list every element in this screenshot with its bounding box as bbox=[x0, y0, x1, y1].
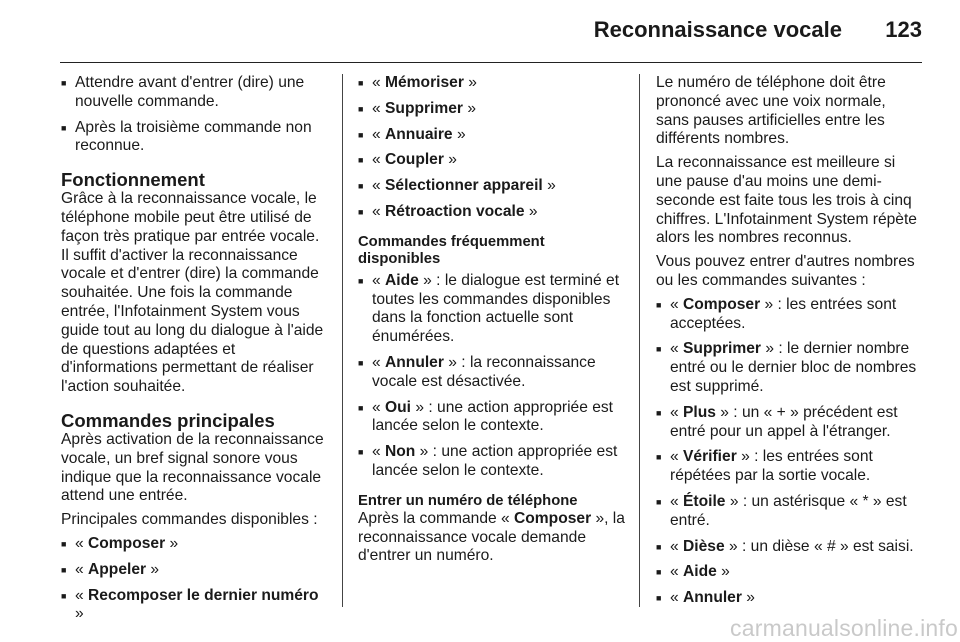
command-name: Supprimer bbox=[683, 340, 761, 358]
paragraph: La reconnaissance est meilleure si une pause d'au moins une demi-seconde est faite tous les trois à cinq chiffres. L'Infotainment System répète alors les nombres reconnus. bbox=[656, 154, 917, 247]
column-1 bbox=[61, 74, 330, 631]
list-item: ■ « Annuler » : la reconnaissance vocale est désactivée. bbox=[358, 354, 626, 392]
paragraph: Le numéro de téléphone doit être prononcé avec une voix normale, sans pauses artificielles entre les différents nombres. bbox=[656, 74, 886, 148]
command-description: : un astérisque « * » est entré. bbox=[670, 492, 907, 529]
command-description: : un « + » précédent est entré pour un appel à l'étranger. bbox=[670, 403, 898, 440]
command-description: : les entrées sont répétées par la sortie vocale. bbox=[670, 448, 873, 485]
command-name: Coupler bbox=[385, 151, 444, 169]
column-divider bbox=[639, 74, 640, 607]
list-item: ■ « Composer » : les entrées sont acceptées. bbox=[656, 296, 922, 334]
command-name: Dièse bbox=[683, 537, 725, 555]
subsection-heading: Commandes fréquemment disponibles bbox=[358, 233, 545, 267]
list-item: ■ Après la troisième commande non reconnue. bbox=[61, 119, 330, 157]
command-description: : la reconnaissance vocale est désactivée. bbox=[372, 353, 596, 390]
command-description: : un dièse « # » est saisi. bbox=[737, 537, 914, 555]
command-name: Rétroaction vocale bbox=[385, 202, 525, 220]
page-number: 123 bbox=[885, 17, 922, 42]
command-name: Vérifier bbox=[683, 448, 737, 466]
list-item: ■ « Sélectionner appareil » bbox=[358, 177, 626, 196]
list-item: ■ « Supprimer » : le dernier nombre entré ou le dernier bloc de nombres est supprimé. bbox=[656, 340, 922, 396]
list-item: ■ « Supprimer » bbox=[358, 100, 626, 119]
command-name: Annuaire bbox=[385, 125, 453, 143]
list-item: ■ « Aide » : le dialogue est terminé et toutes les commandes disponibles dans la fonction actuelle sont énumérées. bbox=[358, 272, 626, 347]
list-item: ■ « Plus » : un « + » précédent est entré pour un appel à l'étranger. bbox=[656, 404, 922, 442]
list-item: ■ « Étoile » : un astérisque « * » est entré. bbox=[656, 493, 922, 531]
list-item: ■ « Rétroaction vocale » bbox=[358, 203, 626, 222]
command-description: : une action appropriée est lancée selon le contexte. bbox=[372, 398, 614, 435]
command-name: Non bbox=[385, 443, 416, 461]
list-item: ■ « Vérifier » : les entrées sont répétées par la sortie vocale. bbox=[656, 448, 922, 486]
command-name: Aide bbox=[385, 271, 419, 289]
command-description: : les entrées sont acceptées. bbox=[670, 295, 897, 332]
paragraph: Vous pouvez entrer d'autres nombres ou les commandes suivantes : bbox=[656, 253, 915, 289]
page-header bbox=[60, 0, 922, 63]
column-divider bbox=[342, 74, 343, 607]
column-3 bbox=[656, 74, 922, 615]
list-item: ■ Attendre avant d'entrer (dire) une nouvelle commande. bbox=[61, 74, 330, 112]
command-name: Aide bbox=[683, 563, 717, 581]
command-name: Oui bbox=[385, 398, 412, 416]
command-name: Recomposer le dernier numéro bbox=[88, 586, 319, 604]
paragraph: Principales commandes disponibles : bbox=[61, 511, 318, 529]
command-description: : le dialogue est terminé et toutes les commandes disponibles dans la fonction actuelle sont énumérées. bbox=[372, 271, 620, 346]
paragraph: Après activation de la reconnaissance vocale, un bref signal sonore vous indique que la reconnaissance vocale attend une entrée. bbox=[61, 430, 324, 505]
list-item: ■ « Appeler » bbox=[61, 561, 330, 580]
command-description: : le dernier nombre entré ou le dernier bloc de nombres est supprimé. bbox=[670, 340, 917, 395]
command-name: Mémoriser bbox=[385, 74, 464, 91]
command-name: Annuler bbox=[683, 589, 742, 607]
command-name: Supprimer bbox=[385, 99, 463, 117]
list-item: ■ « Coupler » bbox=[358, 151, 626, 170]
section-heading: Commandes principales bbox=[61, 409, 275, 431]
command-name: Composer bbox=[683, 295, 761, 313]
command-name: Composer bbox=[88, 534, 166, 552]
list-item: ■ « Composer » bbox=[61, 535, 330, 554]
section-heading: Fonctionnement bbox=[61, 169, 205, 191]
subsection-heading: Entrer un numéro de téléphone bbox=[358, 492, 578, 509]
command-name: Plus bbox=[683, 403, 716, 421]
page-title: Reconnaissance vocale bbox=[593, 17, 842, 42]
command-name: Annuler bbox=[385, 353, 444, 371]
list-item: ■ « Annuler » bbox=[656, 589, 922, 608]
command-name: Appeler bbox=[88, 560, 147, 578]
list-item: ■ « Oui » : une action appropriée est lancée selon le contexte. bbox=[358, 399, 626, 437]
paragraph: Après la commande « Composer », la reconnaissance vocale demande d'entrer un numéro. bbox=[358, 509, 625, 565]
column-2 bbox=[358, 74, 626, 571]
list-item: ■ « Non » : une action appropriée est lancée selon le contexte. bbox=[358, 443, 626, 481]
command-name: Composer bbox=[514, 509, 592, 527]
command-description: : une action appropriée est lancée selon le contexte. bbox=[372, 443, 618, 479]
list-item: ■ « Annuaire » bbox=[358, 126, 626, 145]
list-item: ■ « Aide » bbox=[656, 563, 922, 582]
watermark: carmanualsonline.info bbox=[730, 615, 958, 641]
list-item: ■ « Dièse » : un dièse « # » est saisi. bbox=[656, 538, 922, 557]
list-item: ■ « Mémoriser » bbox=[358, 74, 626, 93]
paragraph: Grâce à la reconnaissance vocale, le téléphone mobile peut être utilisé de façon très pratique par entrée vocale. Il suffit d'activer la reconnaissance vocale et d'entrer (dire) la commande souhaitée. Une fois la commande entrée, l'Infotainment System vous guide tout au long du dialogue à l'aide de questions adaptées et d'informations permettant de réaliser l'action souhaitée. bbox=[61, 190, 324, 396]
list-item: ■ « Recomposer le dernier numéro » bbox=[61, 587, 330, 625]
command-name: Sélectionner appareil bbox=[385, 177, 543, 195]
command-name: Étoile bbox=[683, 492, 726, 510]
